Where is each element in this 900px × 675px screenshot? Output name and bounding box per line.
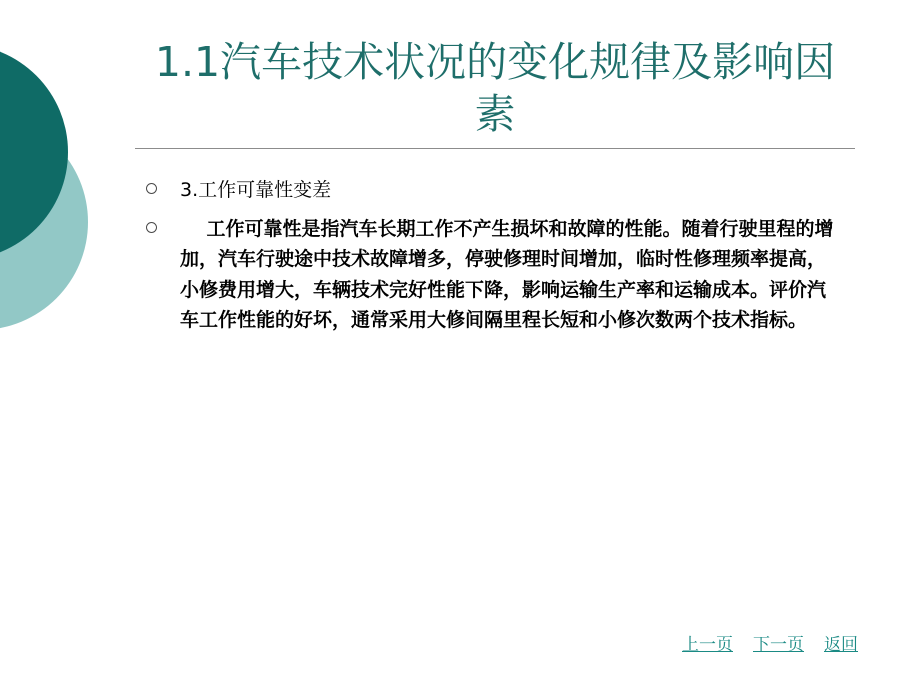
bullet-item-body — [142, 214, 842, 336]
slide-navigation — [682, 630, 858, 655]
bullet-circle-icon — [146, 222, 157, 233]
prev-page-link[interactable]: 上一页 — [682, 635, 733, 655]
bullet-body-text: 工作可靠性是指汽车长期工作不产生损坏和故障的性能。随着行驶里程的增加，汽车行驶途中技术故障增多，停驶修理时间增加，临时性修理频率提高，小修费用增大，车辆技术完好性能下降，影响运输生产率和运输成本。评价汽车工作性能的好坏，通常采用大修间隔里程长短和小修次数两个技术指标。 — [180, 217, 834, 331]
bullet-item-heading — [142, 175, 842, 206]
bullet-circle-icon — [146, 183, 157, 194]
title-divider — [135, 148, 855, 149]
next-page-link[interactable]: 下一页 — [753, 635, 804, 655]
bullet-heading-text: 3.工作可靠性变差 — [180, 179, 332, 201]
back-link[interactable]: 返回 — [824, 635, 858, 655]
decorative-circles — [0, 0, 120, 400]
slide-title: 1.1汽车技术状况的变化规律及影响因素 — [154, 38, 836, 138]
bullet-list — [142, 175, 842, 344]
